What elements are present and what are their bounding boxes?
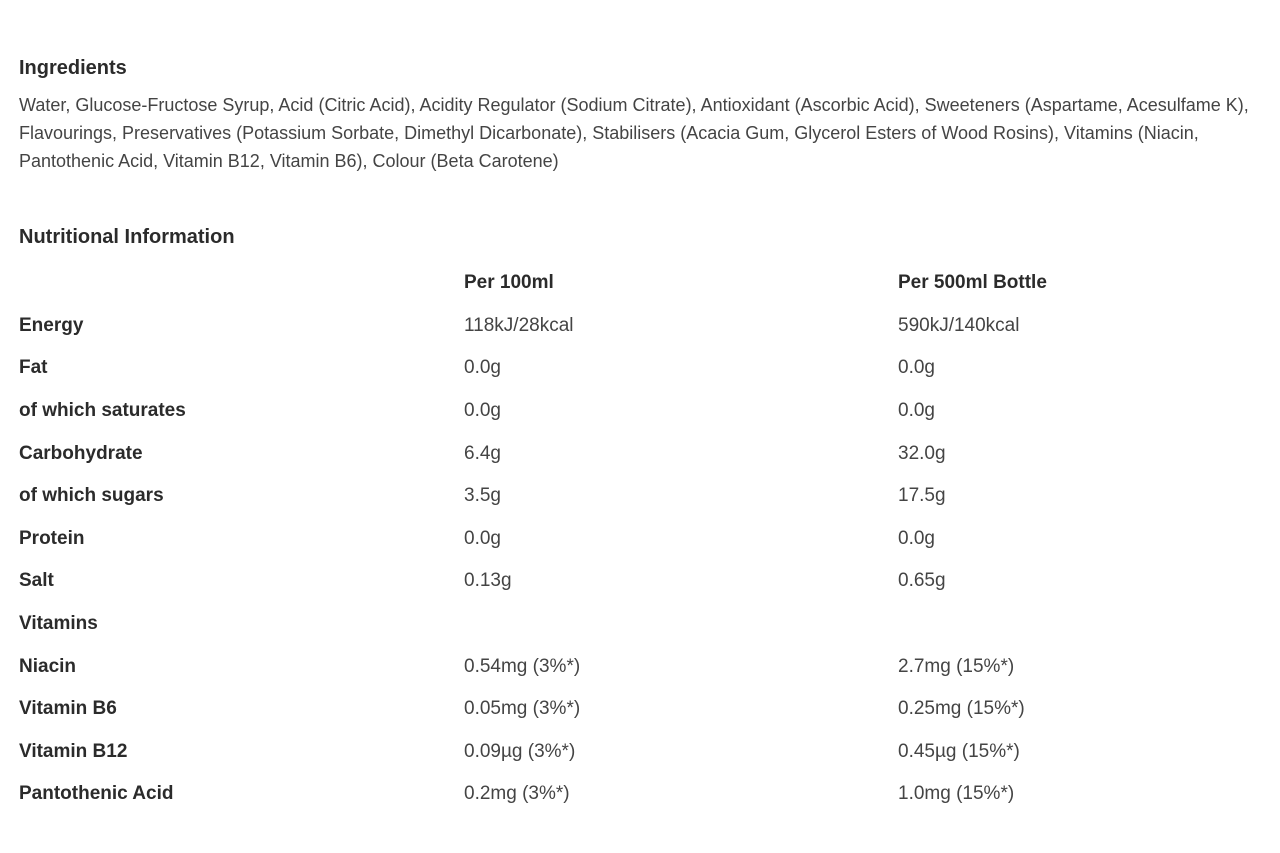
- value-per-bottle: [898, 603, 1264, 646]
- table-row: [19, 688, 1264, 731]
- table-row: [19, 305, 1264, 348]
- value-per-100ml: 6.4g: [464, 442, 501, 464]
- value-per-100ml: 118kJ/28kcal: [464, 314, 574, 336]
- table-row: [19, 603, 1264, 646]
- value-per-100ml: [464, 603, 898, 646]
- ingredients-text: Water, Glucose-Fructose Syrup, Acid (Citric Acid), Acidity Regulator (Sodium Citrate), Antioxidant (Ascorbic Acid), Sweeteners (Aspartame, Acesulfame K), Flavourings, Preservatives (Potassium Sorbate, Dimethyl Dicarbonate), Stabilisers (Acacia Gum, Glycerol Esters of Wood Rosins), Vitamins (Niacin, Pantothenic Acid, Vitamin B12, Vitamin B6), Colour (Beta Carotene): [19, 95, 1249, 171]
- nutrient-name: of which saturates: [19, 400, 186, 422]
- value-per-bottle: 17.5g: [898, 485, 946, 507]
- value-per-bottle: 32.0g: [898, 442, 946, 464]
- table-row: [19, 731, 1264, 774]
- value-per-100ml: 0.13g: [464, 570, 512, 592]
- value-per-bottle: 1.0mg (15%*): [898, 783, 1015, 805]
- nutrient-name: Carbohydrate: [19, 442, 143, 464]
- value-per-bottle: 0.45µg (15%*): [898, 740, 1020, 762]
- value-per-100ml: 0.0g: [464, 357, 501, 379]
- value-per-bottle: 0.25mg (15%*): [898, 698, 1025, 720]
- value-per-bottle: 0.0g: [898, 400, 935, 422]
- nutrient-name: Pantothenic Acid: [19, 783, 174, 805]
- column-header-per-bottle: Per 500ml Bottle: [898, 272, 1047, 294]
- table-row: [19, 560, 1264, 603]
- nutrition-header-row: [19, 262, 1264, 305]
- value-per-bottle: 0.65g: [898, 570, 946, 592]
- column-header-per-100ml: Per 100ml: [464, 272, 554, 294]
- nutrient-name: Vitamins: [19, 613, 98, 635]
- table-row: [19, 432, 1264, 475]
- value-per-100ml: 0.0g: [464, 527, 501, 549]
- nutrient-name: Fat: [19, 357, 48, 379]
- nutrient-name: Vitamin B6: [19, 698, 117, 720]
- nutrient-name: Vitamin B12: [19, 740, 128, 762]
- column-header-nutrient: [19, 262, 464, 305]
- value-per-bottle: 2.7mg (15%*): [898, 655, 1015, 677]
- nutrient-name: Salt: [19, 570, 54, 592]
- nutrient-name: Energy: [19, 314, 84, 336]
- table-row: [19, 475, 1264, 518]
- nutrient-name: of which sugars: [19, 485, 164, 507]
- table-row: [19, 347, 1264, 390]
- nutrition-heading: Nutritional Information: [19, 226, 235, 248]
- value-per-100ml: 0.2mg (3%*): [464, 783, 570, 805]
- nutrition-table: [19, 262, 1264, 816]
- value-per-100ml: 0.54mg (3%*): [464, 655, 581, 677]
- value-per-100ml: 0.05mg (3%*): [464, 698, 581, 720]
- nutrient-name: Niacin: [19, 655, 77, 677]
- table-row: [19, 645, 1264, 688]
- value-per-bottle: 0.0g: [898, 527, 935, 549]
- table-row: [19, 390, 1264, 433]
- value-per-100ml: 0.09µg (3%*): [464, 740, 576, 762]
- nutrient-name: Protein: [19, 527, 85, 549]
- table-row: [19, 773, 1264, 816]
- value-per-100ml: 3.5g: [464, 485, 501, 507]
- value-per-bottle: 0.0g: [898, 357, 935, 379]
- value-per-100ml: 0.0g: [464, 400, 501, 422]
- value-per-bottle: 590kJ/140kcal: [898, 314, 1020, 336]
- table-row: [19, 518, 1264, 561]
- ingredients-heading: Ingredients: [19, 57, 127, 79]
